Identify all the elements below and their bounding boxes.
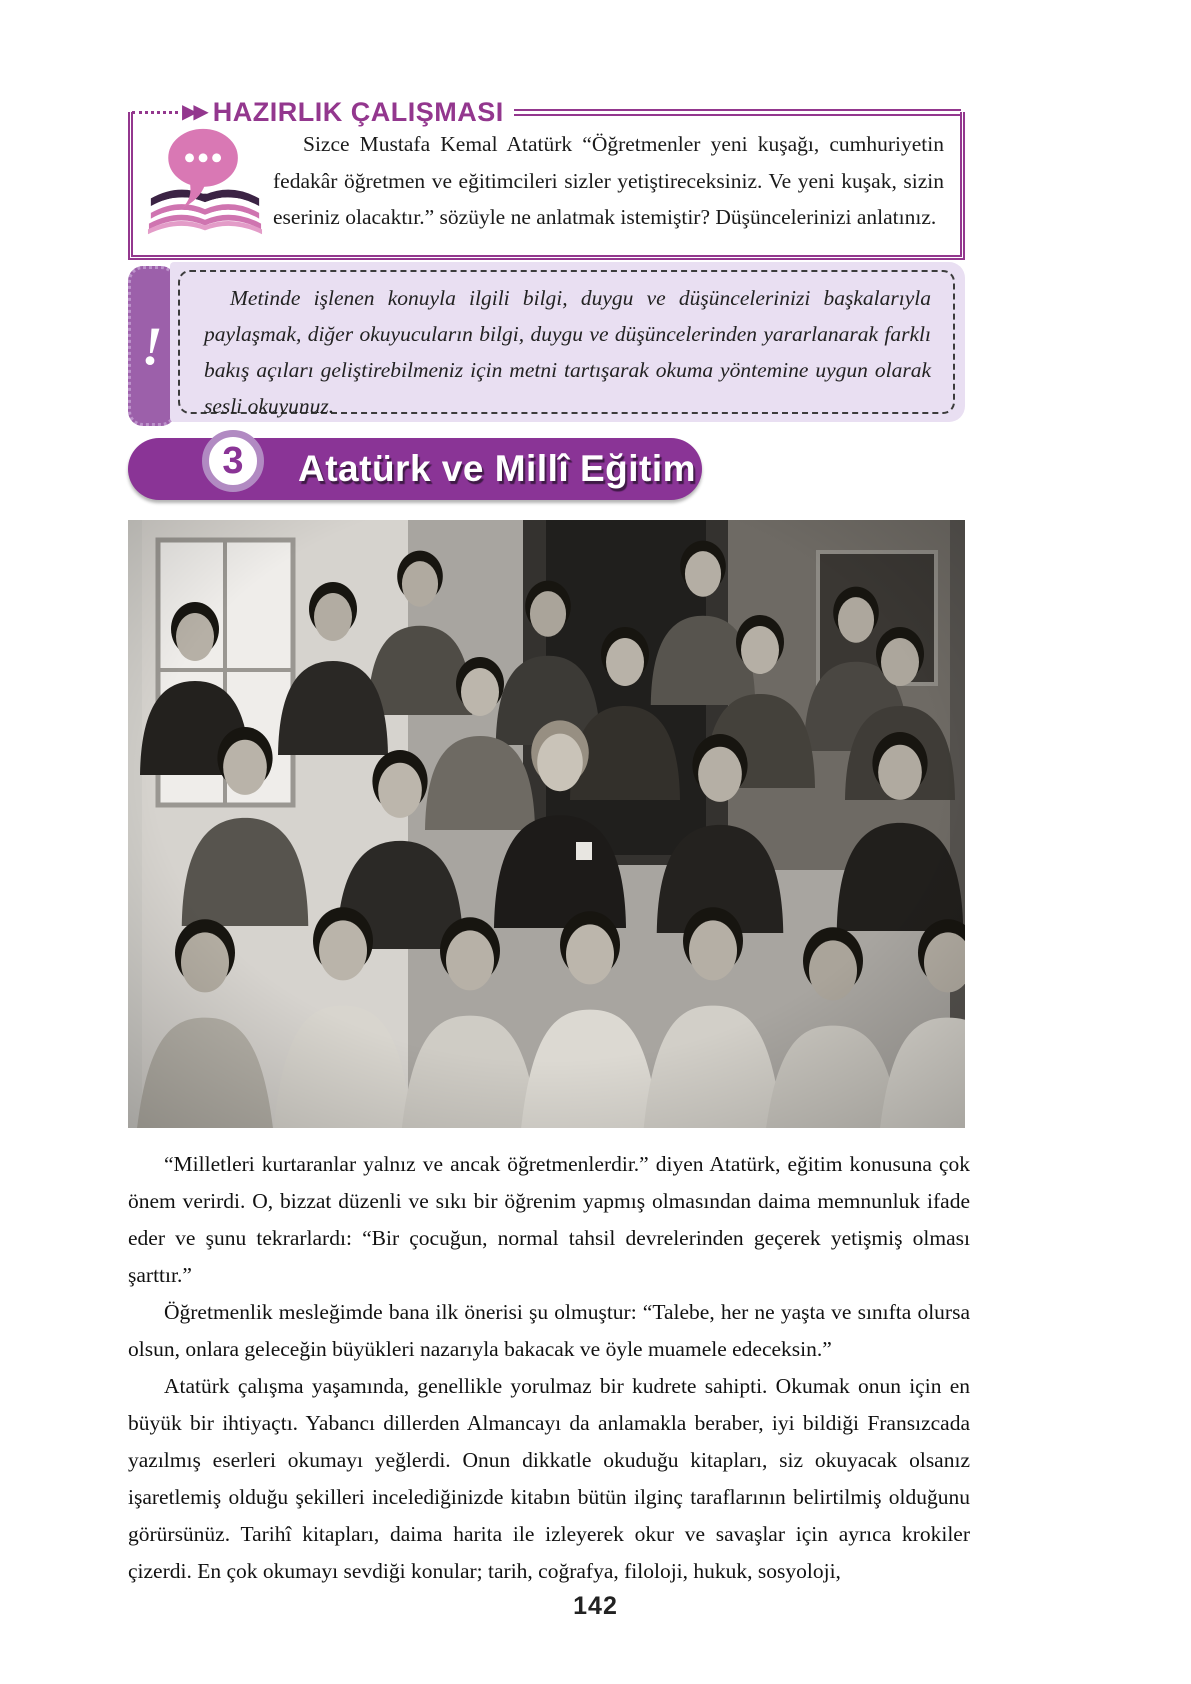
preparation-box	[128, 96, 965, 260]
paragraph: “Milletleri kurtaranlar yalnız ve ancak öğretmenlerdir.” diyen Atatürk, eğitim konusuna çok önem verirdi. O, bizzat düzenli ve sıkı bir öğrenim yapmış olmasından daima memnunluk ifade eder ve şunu tekrarlardı: “Bir çocuğun, normal tahsil devrelerinden geçerek yetişmiş olması şarttır.”	[128, 1152, 970, 1287]
preparation-text: Sizce Mustafa Kemal Atatürk “Öğretmenler yeni kuşağı, cumhuriyetin fedakâr öğretmen ve eğitimcileri sizler yetiştireceksiniz. Ve yeni kuşak, sizin eseriniz olacaktır.” sözüyle ne anlatmak istemiştir? Düşüncelerinizi anlatınız.	[273, 132, 944, 229]
section-title: Atatürk ve Millî Eğitim	[298, 448, 697, 489]
double-arrow-icon: ▶▶	[182, 101, 205, 123]
dotted-leader-line	[132, 111, 178, 114]
speech-bubble-book-icon	[147, 126, 263, 238]
paragraph: Atatürk çalışma yaşamında, genellikle yorulmaz bir kudrete sahipti. Okumak onun için en büyük bir ihtiyaçtı. Yabancı dillerden Almancayı da anlamakla beraber, iyi bildiği Fransızcada yazılmış eserleri okumayı yeğlerdi. Onun dikkatle okuduğu kitapları, siz okuyacak olsanız işaretlemiş olduğu şekilleri incelediğinizde kitabın bütün ilginç taraflarının belirtilmiş olduğunu görürsünüz. Tarihî kitapları, daima harita ile izleyerek okur ve savaşlar için ayrıca krokiler çizerdi. En çok okumayı sevdiği konular; tarih, coğrafya, filoloji, hukuk, sosyoloji,	[128, 1374, 970, 1583]
exclamation-icon: !	[141, 316, 163, 376]
note-box-border	[178, 270, 955, 418]
note-box	[170, 262, 965, 422]
preparation-header	[132, 98, 961, 126]
header-rule-line	[514, 109, 961, 116]
body-text	[128, 1146, 970, 1590]
exclamation-tab	[128, 266, 176, 426]
section-number: 3	[222, 440, 244, 482]
preparation-title: HAZIRLIK ÇALIŞMASI	[212, 96, 504, 127]
group-photo	[128, 520, 965, 1128]
page-number: 142	[573, 1592, 618, 1620]
paragraph: Öğretmenlik mesleğimde bana ilk önerisi şu olmuştur: “Talebe, her ne yaşta ve sınıfta olursa olsun, onlara geleceğin büyükleri nazarıyla bakacak ve öyle muamele edeceksin.”	[128, 1300, 970, 1361]
preparation-content	[133, 112, 960, 236]
note-text: Metinde işlenen konuyla ilgili bilgi, duygu ve düşüncelerinizi başkalarıyla paylaşmak, diğer okuyucuların bilgi, duygu ve düşüncelerinden yararlanarak farklı bakış açıları geliştirebilmeniz için metni tartışarak okuma yöntemine uygun olarak sesli okuyunuz.	[204, 286, 931, 418]
section-number-badge	[202, 430, 264, 492]
section-banner	[128, 438, 702, 500]
